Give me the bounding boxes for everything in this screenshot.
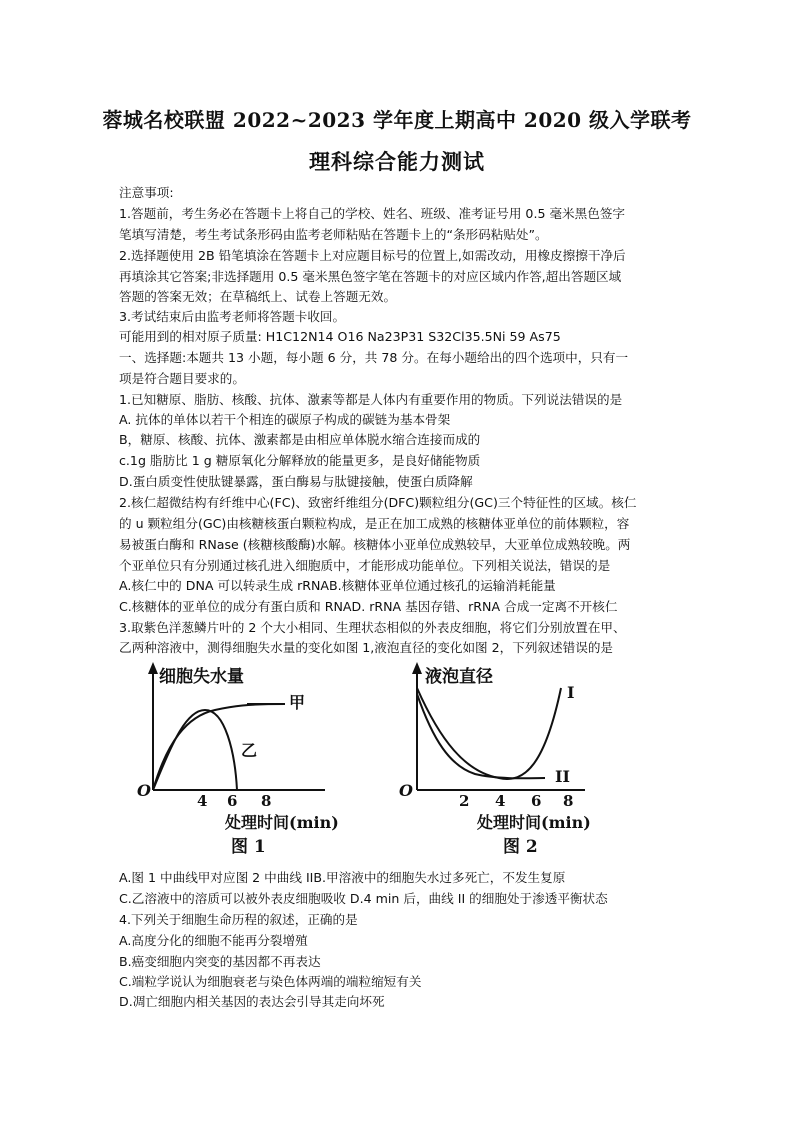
option-d: D.蛋白质变性使肽键暴露，蛋白酶易与肽键接触，使蛋白质降解: [119, 474, 473, 489]
text-line: 易被蛋白酶和 RNase (核糖核酸酶)水解。核糖体小亚单位成熟较早，大亚单位成熟较晚。两: [119, 537, 631, 552]
question-stem: 3.取紫色洋葱鳞片叶的 2 个大小相同、生理状态相似的外表皮细胞，将它们分别放置在甲、: [119, 620, 626, 635]
exam-title: 蓉城名校联盟 2022~2023 学年度上期高中 2020 级入学联考: [102, 108, 692, 132]
fig1-origin: O: [137, 781, 151, 800]
figures: [115, 660, 675, 860]
fig2-tick: 6: [531, 792, 542, 810]
text-line: 乙两种溶液中，测得细胞失水量的变化如图 1,液泡直径的变化如图 2，下列叙述错误的是: [119, 640, 614, 655]
text-line: 2.选择题使用 2B 铅笔填涂在答题卡上对应题目标号的位置上,如需改动，用橡皮擦擦干净后: [119, 248, 626, 263]
option-a: A. 抗体的单体以若干个相连的碳原子构成的碳链为基本骨架: [119, 412, 451, 427]
option-c: c.1g 脂肪比 1 g 糖原氧化分解释放的能量更多，是良好储能物质: [119, 453, 481, 468]
fig1-label-yi: 乙: [241, 741, 258, 760]
text-line: 3.考试结束后由监考老师将答题卡收回。: [119, 309, 346, 324]
figure-2: [399, 662, 591, 857]
fig2-y-arrow: [412, 662, 422, 674]
fig1-caption: 图 1: [231, 837, 266, 857]
fig1-y-arrow: [148, 662, 158, 674]
fig2-curve-II: [417, 694, 545, 778]
fig2-tick: 2: [459, 792, 470, 810]
fig2-label-I: I: [567, 683, 575, 702]
fig1-curve-yi: [153, 710, 237, 790]
fig2-caption: 图 2: [503, 837, 538, 857]
option-cd: C.乙溶液中的溶质可以被外表皮细胞吸收 D.4 min 后，曲线 II 的细胞处于渗透平衡状态: [119, 891, 608, 906]
text-line: 可能用到的相对原子质量: H1C12N14 O16 Na23P31 S32Cl35.5Ni 59 As75: [119, 329, 561, 344]
fig1-tick: 8: [261, 792, 272, 810]
fig2-curve-I: [417, 688, 561, 779]
question-stem: 1.已知糖原、脂肪、核酸、抗体、激素等都是人体内有重要作用的物质。下列说法错误的是: [119, 392, 623, 407]
text-line: 项是符合题目要求的。: [119, 371, 245, 386]
figure-graphs: [115, 660, 675, 860]
text-line: 1.答题前，考生务必在答题卡上将自己的学校、姓名、班级、准考证号用 0.5 毫米黑色签字: [119, 206, 626, 221]
question-stem: 2.核仁超微结构有纤维中心(FC)、致密纤维组分(DFC)颗粒组分(GC)三个特征性的区域。核仁: [119, 495, 637, 510]
fig1-tick: 6: [227, 792, 238, 810]
figure-1: [137, 662, 339, 857]
option-ab: A.核仁中的 DNA 可以转录生成 rRNAB.核糖体亚单位通过核孔的运输消耗能量: [119, 578, 556, 593]
text-line: 的 u 颗粒组分(GC)由核糖核蛋白颗粒构成，是正在加工成熟的核糖体亚单位的前体颗粒，容: [119, 516, 630, 531]
fig1-xlabel: 处理时间(min): [225, 813, 339, 832]
fig1-tick: 4: [197, 792, 208, 810]
fig2-ylabel: 液泡直径: [425, 667, 493, 687]
fig1-label-jia: 甲: [289, 693, 306, 712]
fig2-xlabel: 处理时间(min): [477, 813, 591, 832]
text-line: 一、选择题:本题共 13 小题，每小题 6 分，共 78 分。在每小题给出的四个选项中，只有一: [119, 350, 629, 365]
exam-subtitle: 理科综合能力测试: [309, 149, 485, 174]
option-cd: C.核糖体的亚单位的成分有蛋白质和 RNAD. rRNA 基因存错、rRNA 合成一定离不开核仁: [119, 599, 618, 614]
option-b: B.癌变细胞内突变的基因都不再表达: [119, 954, 321, 969]
option-b: B，糖原、核酸、抗体、激素都是由相应单体脱水缩合连接而成的: [119, 432, 481, 447]
text-line: 再填涂其它答案;非选择题用 0.5 毫米黑色签字笔在答题卡的对应区域内作答,超出答题区域: [119, 269, 622, 284]
option-ab: A.图 1 中曲线甲对应图 2 中曲线 IIB.甲溶液中的细胞失水过多死亡，不发生复原: [119, 870, 566, 885]
option-c: C.端粒学说认为细胞衰老与染色体两端的端粒缩短有关: [119, 974, 422, 989]
text-line: 答题的答案无效；在草稿纸上、试卷上答题无效。: [119, 289, 397, 304]
option-d: D.凋亡细胞内相关基因的表达会引导其走向坏死: [119, 994, 385, 1009]
fig2-tick: 8: [563, 792, 574, 810]
fig2-origin: O: [399, 781, 413, 800]
text-line: 笔填写清楚，考生考试条形码由监考老师粘贴在答题卡上的“条形码粘贴处”。: [119, 227, 548, 242]
question-stem: 4.下列关于细胞生命历程的叙述，正确的是: [119, 912, 358, 927]
fig1-ylabel: 细胞失水量: [159, 667, 244, 687]
option-a: A.高度分化的细胞不能再分裂增殖: [119, 933, 308, 948]
text-line: 个亚单位只有分别通过核孔进入细胞质中，才能形成功能单位。下列相关说法，错误的是: [119, 558, 611, 573]
text-line: 注意事项:: [119, 185, 174, 200]
fig2-tick: 4: [495, 792, 506, 810]
fig2-label-II: II: [555, 767, 570, 786]
